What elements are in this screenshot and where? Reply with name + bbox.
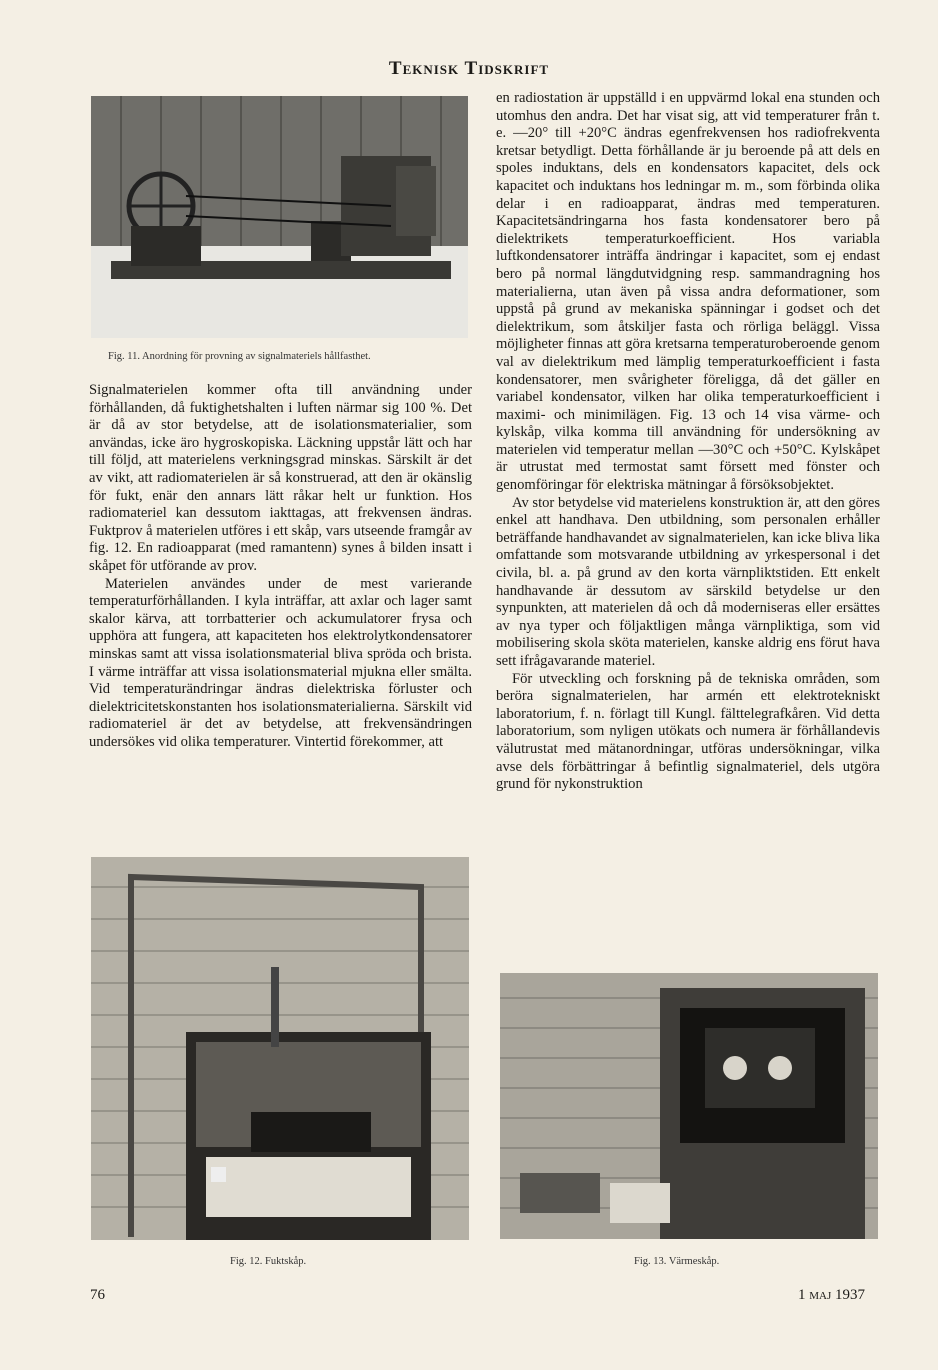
right-column [496, 90, 880, 794]
fig13-caption: Fig. 13. Värmeskåp. [634, 1256, 720, 1267]
fig11-photo [91, 96, 468, 338]
fig12-photo [91, 857, 469, 1240]
issue-date: 1 maj 1937 [798, 1287, 866, 1303]
paragraph: Av stor betydelse vid materielens konstruktion är, att den göres enkel att handhava. Den utbildning, som personalen erhåller beträffande handhavandet av signalmaterielen, kan icke bliva lika omfattande som motsvarande utbildning av yrkespersonal i det civila, bl. a. på grund av den korta värnpliktstiden. Ett enkelt handhavande är dessutom av särskild betydelse ur den synpunkten, att materielen då och då moderniseras eller ersättes av nya typer och följaktligen många värnpliktiga, som vid mobilisering skola sköta materielen, kanske aldrig ens förut hava sett ifrågavarande materiel. [496, 494, 880, 669]
fig11-caption: Fig. 11. Anordning för provning av signalmateriels hållfasthet. [108, 351, 371, 362]
page-number: 76 [90, 1287, 105, 1303]
fig13-photo [500, 973, 878, 1239]
paragraph: en radiostation är uppställd i en uppvärmd lokal ena stunden och utomhus den andra. Det har visat sig, att vid temperaturer från t. e. —20° till +20°C ändras egenfrekvensen hos radiofrekventa kretsar betydligt. Detta förhållande är ju beroende på att dels en spoles induktans, dels en kondensators kapacitet, dels ock kapacitet och induktans hos ledningar m. m., som förbinda olika delar i en radioapparat, ändras med temperaturen. Kapacitetsändringarna hos fasta kondensatorer bero på dielektrikets temperaturkoefficient. Hos variabla luftkondensatorer inträffa ändringar i kapacitet, som ej endast bero på normal längdutvidgning resp. sammandragning hos materialierna, utan även på vissa andra deformationer, som uppstå på grund av mekaniska spänningar i godset och det dielektrikum, som åtskiljer fasta och rörliga beläggl. Vissa möjligheter finnas att göra kretsarna temperaturoberoende genom val av dielektrikum med lämplig temperaturkoefficient i fasta kondensatorer, men svårigheter föreligga, då det gäller en variabel kondensator, vilken har olika temperaturkoefficient i maximi- och minimilägen. Fig. 13 och 14 visa värme- och kylskåp, vilka komma till användning för undersökning av materielen vid temperatur mellan —30°C och +50°C. Kylskåpet är utrustat med termostat samt försett med fönster och genomföringar för elektriska mätningar å försöksobjektet. [496, 90, 880, 494]
fig12-caption: Fig. 12. Fuktskåp. [230, 1256, 307, 1267]
paragraph: Signalmaterielen kommer ofta till användning under förhållanden, då fuktighetshalten i luften närmar sig 100 %. Det är då av stor betydelse, att de isolationsmaterialier, som användas, icke äro hygroskopiska. Läckning uppstår lätt och har till följd, att materielens verkningsgrad minskas. Särskilt är det av vikt, att radiomaterielen är så konstruerad, att den är okänslig för fukt, enär den annars lätt råkar helt ur funktion. Hos radiomateriel kan dessutom iakttagas, att frekvensen ändras. Fuktprov å materielen utföres i ett skåp, vars utseende framgår av fig. 12. En radioapparat (med ramantenn) synes å bilden insatt i skåpet för utförande av prov. [89, 382, 472, 574]
paragraph: För utveckling och forskning på de tekniska områden, som beröra signalmaterielen, har armén ett elektrotekniskt laboratorium, f. n. förlagt till Kungl. fälttelegrafkåren. Vid detta laboratorium, som nyligen utökats och numera är förhållandevis välutrustat med mätanordningar, utföras undersökningar, vilka avse dels förbättringar å befintlig signalmateriel, dels utgöra grund för nykonstruktion [496, 670, 880, 793]
paragraph: Materielen användes under de mest varierande temperaturförhållanden. I kyla inträffar, att axlar och lager samt skalor kärva, att torrbatterier och ackumulatorer frysa och upphöra att fungera, att kapaciteten hos elektrolytkondensatorer minskas samt att vissa isolationsmaterial bliva spröda och brista. I värme inträffar att vissa isolationsmaterial mjukna eller smälta. Vid temperaturändringar ändras dielektriska förluster och dielektricitetskonstanten hos isolationsmaterialierna. Särskilt vid radiomateriel är det av betydelse, att frekvensändringen undersökes vid olika temperaturer. Vintertid förekommer, att [89, 575, 472, 750]
journal-title: Teknisk Tidskrift [388, 58, 550, 79]
left-column [89, 382, 472, 751]
